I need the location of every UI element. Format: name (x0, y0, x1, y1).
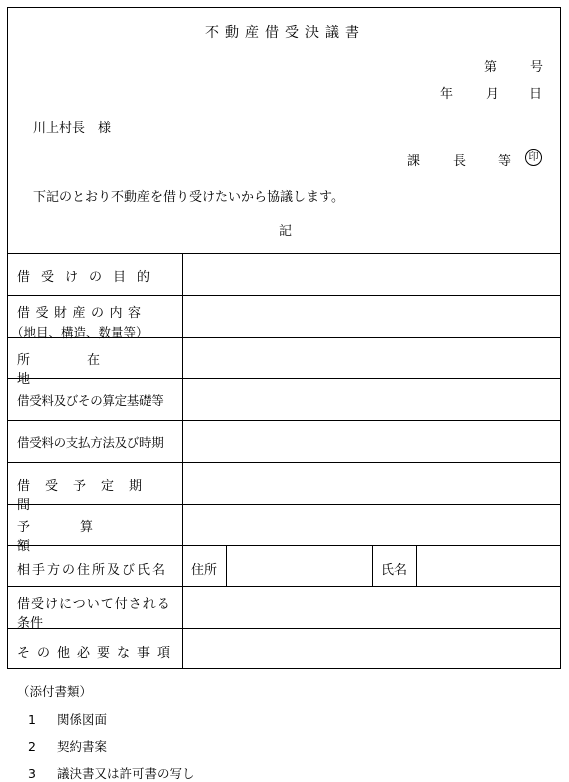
property-field[interactable] (183, 296, 560, 337)
row-conditions-sub: 条件 (17, 616, 44, 631)
row-payment-text: 借受料の支払方法及び時期 (17, 435, 164, 450)
attachment-num: 1 (28, 712, 36, 727)
row-other-label (17, 642, 177, 661)
period-field[interactable] (183, 463, 560, 504)
addressee: 川上村長 様 (33, 121, 112, 136)
decision-form (7, 7, 561, 669)
attachment-text: 契約書案 (56, 739, 107, 754)
row-fee-basis-text: 借受料及びその算定基礎等 (17, 393, 164, 408)
budget-field[interactable] (183, 505, 560, 545)
name-field[interactable] (417, 546, 560, 586)
row-property-sub: （地目、構造、数量等） (11, 325, 149, 340)
row-fee-basis-label (17, 391, 177, 409)
location-field[interactable] (183, 338, 560, 378)
address-label: 住所 (191, 563, 218, 578)
attachment-item (28, 710, 107, 728)
attachments-heading: （添付書類） (17, 684, 93, 699)
attachment-num: 3 (28, 766, 36, 781)
body-text: 下記のとおり不動産を借り受けたいから協議します。 (33, 190, 344, 205)
conditions-field[interactable] (183, 587, 560, 628)
row-payment-label (17, 433, 177, 451)
number-suffix: 号 (530, 60, 544, 75)
ki-label: 記 (279, 224, 293, 239)
date-year: 年 (440, 87, 454, 102)
row-conditions-text: 借受けについて付される (17, 597, 171, 612)
seal-mark: 印 (525, 149, 542, 166)
attachment-text: 関係図面 (56, 712, 107, 727)
row-property-label (11, 302, 177, 341)
form-title: 不動産借受決議書 (205, 25, 365, 41)
row-period-label (17, 475, 177, 513)
dept-chief-label: 課 (407, 154, 421, 169)
other-field[interactable] (183, 629, 560, 669)
fee-basis-field[interactable] (183, 379, 560, 420)
attachment-item (28, 737, 107, 755)
row-location-text: 所在地 (17, 353, 158, 387)
date-day: 日 (529, 87, 543, 102)
row-purpose-label (17, 266, 177, 285)
name-label-divider-left (372, 545, 373, 586)
name-label: 氏名 (381, 563, 408, 578)
attachment-item (28, 764, 194, 782)
row-budget-text: 予算額 (17, 520, 144, 554)
row-period-text: 借受予定期間 (17, 479, 158, 513)
row-budget-label (17, 516, 177, 554)
number-prefix: 第 (484, 60, 498, 75)
row-purpose-text: 借受けの目的 (17, 270, 162, 285)
row-counterparty-label (17, 559, 177, 578)
attachment-text: 議決書又は許可書の写し (56, 766, 195, 781)
address-field[interactable] (227, 546, 372, 586)
date-month: 月 (486, 87, 500, 102)
dept-head-label: 長 (453, 154, 467, 169)
purpose-field[interactable] (183, 254, 560, 295)
attachment-num: 2 (28, 739, 36, 754)
payment-field[interactable] (183, 421, 560, 462)
row-other-text: その他必要な事項 (17, 646, 178, 661)
row-conditions-label (17, 593, 177, 631)
row-counterparty-text: 相手方の住所及び氏名 (17, 563, 168, 578)
row-property-text: 借受財産の内容 (17, 306, 147, 321)
row-location-label (17, 349, 177, 387)
dept-etc-label: 等 (498, 154, 512, 169)
